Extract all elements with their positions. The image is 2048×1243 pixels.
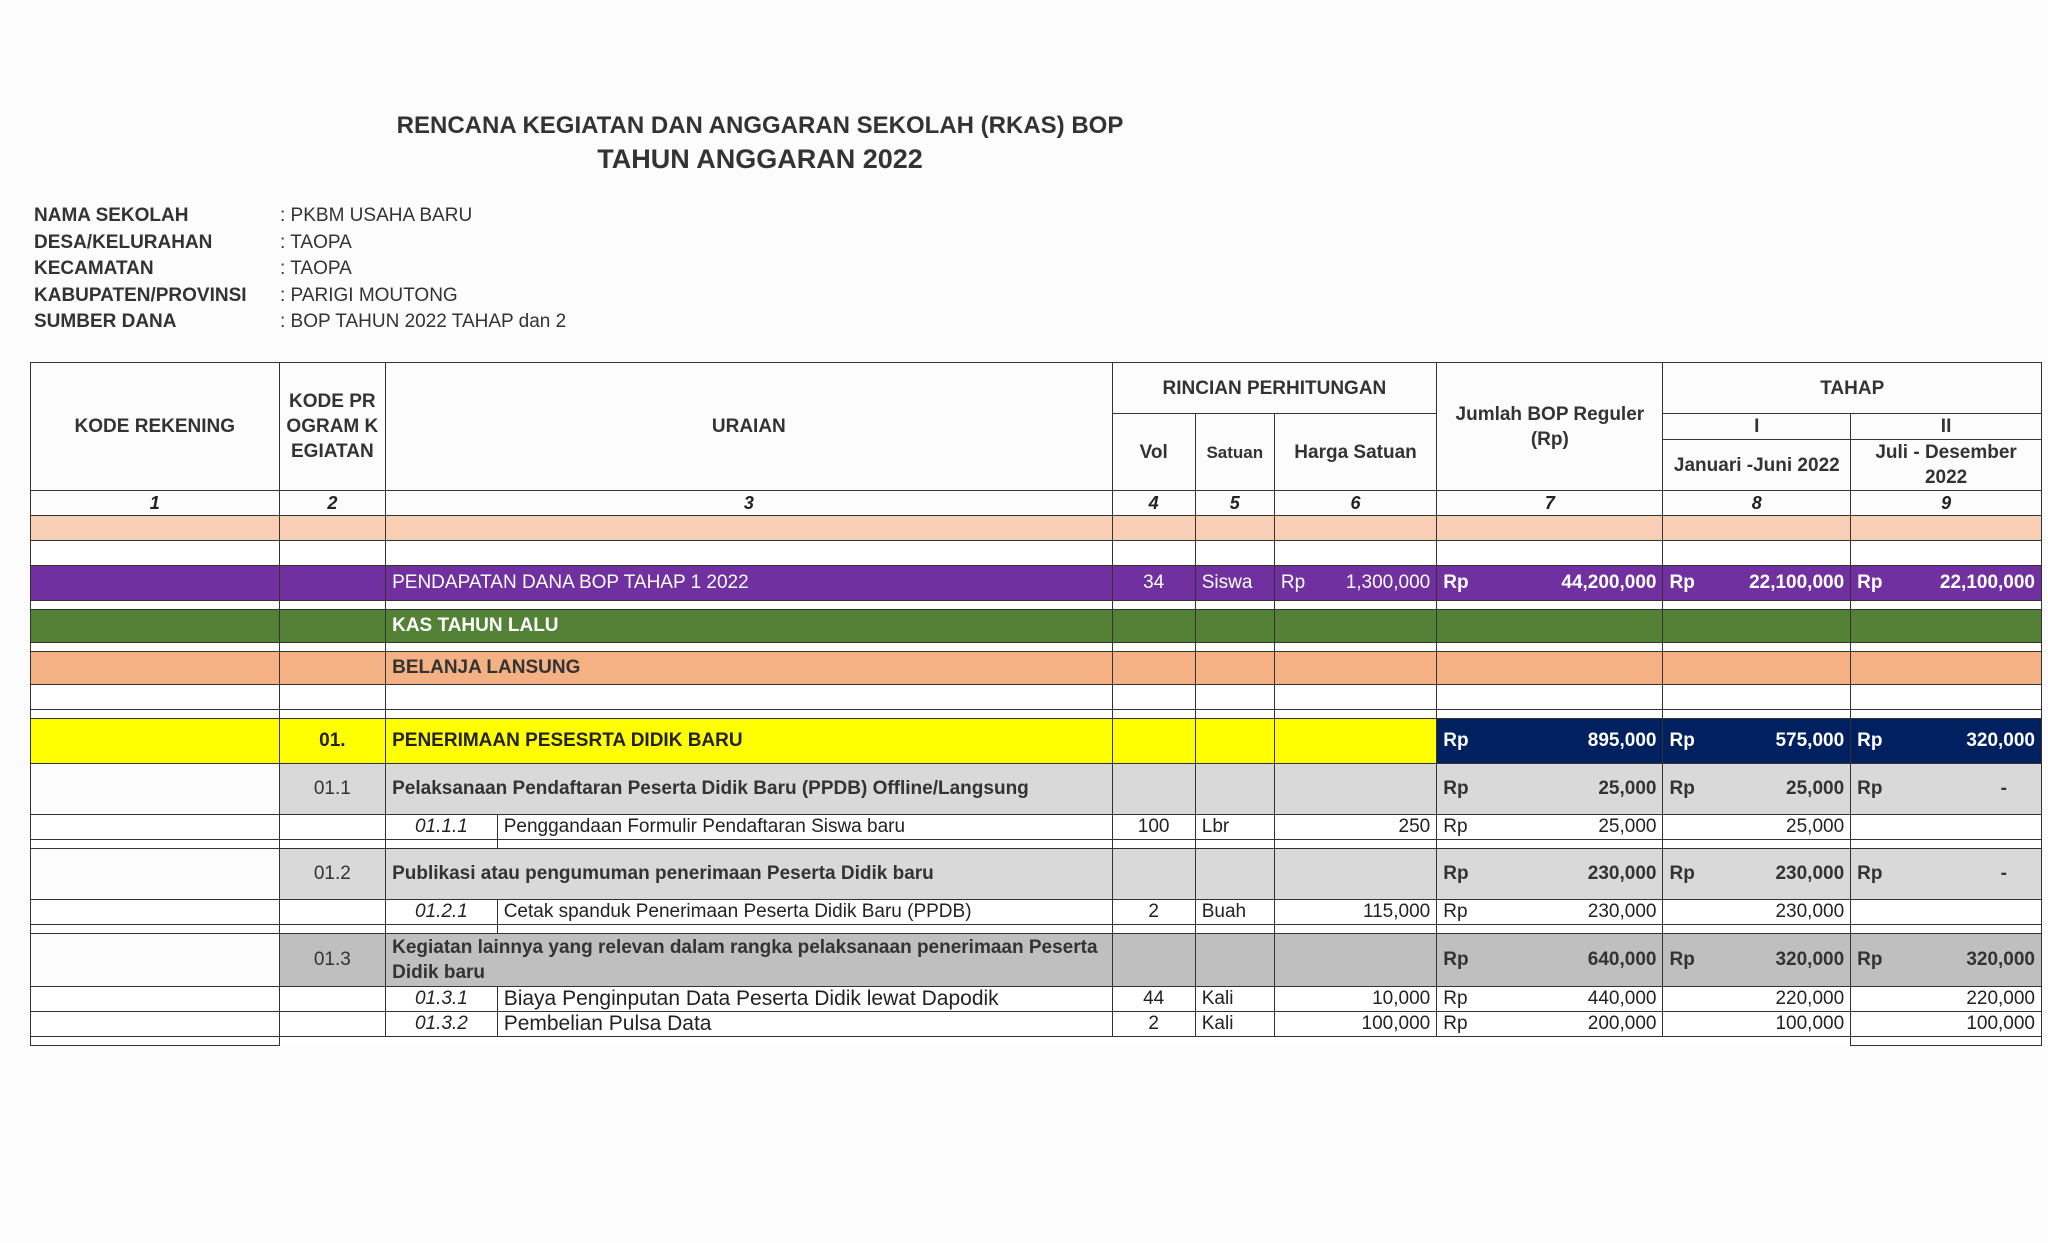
item-jumlah: 230,000 — [1587, 901, 1657, 922]
currency-label: Rp — [1443, 816, 1468, 837]
item-tahap1: 100,000 — [1663, 1012, 1851, 1037]
currency-label: Rp — [1857, 778, 1883, 799]
currency-label: Rp — [1443, 988, 1468, 1009]
subprogram-tahap1: 230,000 — [1775, 863, 1845, 884]
header-uraian: URAIAN — [386, 363, 1112, 491]
info-value: : PKBM USAHA BARU — [280, 205, 473, 226]
currency-label: Rp — [1857, 863, 1883, 884]
info-row — [34, 205, 566, 232]
info-label: SUMBER DANA — [34, 311, 177, 333]
item-vol: 100 — [1112, 815, 1195, 840]
item-satuan: Kali — [1195, 1012, 1274, 1037]
item-tahap1: 230,000 — [1663, 900, 1851, 925]
column-number: 3 — [386, 491, 1112, 516]
item-tahap1: 25,000 — [1663, 815, 1851, 840]
info-label: KECAMATAN — [34, 258, 154, 280]
item-kode: 01.1.1 — [386, 815, 498, 840]
item-satuan: Kali — [1195, 987, 1274, 1012]
item-tahap2: 100,000 — [1851, 1012, 2042, 1037]
currency-label: Rp — [1857, 730, 1883, 751]
column-number: 7 — [1437, 491, 1663, 516]
header-vol: Vol — [1112, 414, 1195, 491]
header-periode-i: Januari -Juni 2022 — [1663, 440, 1851, 491]
pendapatan-harga: 1,300,000 — [1345, 572, 1431, 593]
subprogram-tahap1: 25,000 — [1786, 778, 1845, 799]
item-jumlah: 200,000 — [1587, 1013, 1657, 1034]
info-row — [34, 311, 566, 338]
currency-label: Rp — [1443, 949, 1469, 970]
header-kode-rekening: KODE REKENING — [31, 363, 280, 491]
info-value: : TAOPA — [280, 231, 352, 253]
header-tahap-ii: II — [1851, 414, 2042, 440]
subprogram-tahap1: 320,000 — [1775, 949, 1845, 970]
subprogram-kode: 01.1 — [279, 764, 386, 815]
column-number: 5 — [1195, 491, 1274, 516]
kas-row — [31, 610, 2042, 643]
currency-label: Rp — [1443, 863, 1469, 884]
item-row — [31, 900, 2042, 925]
info-row — [34, 285, 566, 312]
subprogram-row — [31, 849, 2042, 900]
subprogram-tahap2: 320,000 — [1966, 949, 2035, 970]
item-satuan: Lbr — [1195, 815, 1274, 840]
item-harga: 100,000 — [1274, 1012, 1436, 1037]
subprogram-tahap2: - — [2000, 778, 2007, 799]
header-periode-ii: Juli - Desember 2022 — [1851, 440, 2042, 491]
empty-row — [31, 685, 2042, 710]
pendapatan-tahap1: 22,100,000 — [1749, 572, 1845, 593]
item-tahap1: 220,000 — [1663, 987, 1851, 1012]
header-harga-satuan: Harga Satuan — [1274, 414, 1436, 491]
header-tahap: TAHAP — [1663, 363, 2042, 414]
item-kode: 01.2.1 — [386, 900, 498, 925]
spacer-row — [31, 643, 2042, 652]
header-kode-program: KODE PROGRAM KEGIATAN — [279, 363, 386, 491]
item-harga: 115,000 — [1274, 900, 1436, 925]
item-row — [31, 987, 2042, 1012]
item-vol: 44 — [1112, 987, 1195, 1012]
subprogram-label: Pelaksanaan Pendaftaran Peserta Didik Baru (PPDB) Offline/Langsung — [386, 764, 1112, 815]
item-kode: 01.3.2 — [386, 1012, 498, 1037]
document-title: RENCANA KEGIATAN DAN ANGGARAN SEKOLAH (RKAS) BOP — [396, 112, 1124, 139]
spacer-row — [31, 710, 2042, 719]
school-info — [34, 205, 566, 338]
subprogram-jumlah: 25,000 — [1598, 778, 1657, 799]
program-label: PENERIMAAN PESESRTA DIDIK BARU — [386, 719, 1112, 764]
info-label: KABUPATEN/PROVINSI — [34, 284, 247, 306]
pendapatan-vol: 34 — [1112, 566, 1195, 601]
subprogram-row — [31, 764, 2042, 815]
pendapatan-tahap2: 22,100,000 — [1939, 572, 2035, 593]
empty-row — [31, 541, 2042, 566]
currency-label: Rp — [1443, 901, 1468, 922]
currency-label: Rp — [1669, 730, 1695, 751]
belanja-row — [31, 652, 2042, 685]
column-number: 9 — [1851, 491, 2042, 516]
item-harga: 250 — [1274, 815, 1436, 840]
currency-label: Rp — [1669, 863, 1695, 884]
program-jumlah: 895,000 — [1587, 730, 1657, 751]
column-number: 1 — [31, 491, 280, 516]
subprogram-label: Kegiatan lainnya yang relevan dalam rangka pelaksanaan penerimaan Peserta Didik baru — [386, 934, 1112, 987]
empty-row — [31, 516, 2042, 541]
pendapatan-row — [31, 566, 2042, 601]
rkas-table — [30, 362, 2042, 1046]
column-number: 8 — [1663, 491, 1851, 516]
info-row — [34, 232, 566, 259]
column-number-row — [31, 491, 2042, 516]
subprogram-jumlah: 230,000 — [1587, 863, 1657, 884]
program-tahap2: 320,000 — [1966, 730, 2035, 751]
info-value: : BOP TAHUN 2022 TAHAP dan 2 — [280, 311, 567, 333]
document-subtitle: TAHUN ANGGARAN 2022 — [597, 144, 923, 174]
currency-label: Rp — [1669, 949, 1695, 970]
currency-label: Rp — [1443, 1013, 1468, 1034]
item-satuan: Buah — [1195, 900, 1274, 925]
program-tahap1: 575,000 — [1775, 730, 1845, 751]
currency-label: Rp — [1443, 572, 1469, 593]
item-jumlah: 25,000 — [1598, 816, 1657, 837]
program-row — [31, 719, 2042, 764]
subprogram-tahap2: - — [2000, 863, 2007, 884]
kas-label: KAS TAHUN LALU — [386, 610, 1112, 643]
header-tahap-i: I — [1663, 414, 1851, 440]
item-label: Cetak spanduk Penerimaan Peserta Didik Baru (PPDB) — [497, 900, 1112, 925]
currency-label: Rp — [1443, 778, 1469, 799]
item-label: Biaya Penginputan Data Peserta Didik lewat Dapodik — [497, 987, 1112, 1012]
currency-label: Rp — [1443, 730, 1469, 751]
program-kode: 01. — [279, 719, 386, 764]
pendapatan-label: PENDAPATAN DANA BOP TAHAP 1 2022 — [386, 566, 1112, 601]
currency-label: Rp — [1857, 949, 1883, 970]
column-number: 6 — [1274, 491, 1436, 516]
item-vol: 2 — [1112, 900, 1195, 925]
subprogram-label: Publikasi atau pengumuman penerimaan Peserta Didik baru — [386, 849, 1112, 900]
item-tahap2 — [1851, 900, 2042, 925]
item-label: Penggandaan Formulir Pendaftaran Siswa baru — [497, 815, 1112, 840]
header-row — [31, 363, 2042, 414]
spacer-row — [31, 601, 2042, 610]
subprogram-row — [31, 934, 2042, 987]
info-value: : PARIGI MOUTONG — [280, 284, 458, 306]
subprogram-kode: 01.3 — [279, 934, 386, 987]
pendapatan-satuan: Siswa — [1195, 566, 1274, 601]
column-number: 2 — [279, 491, 386, 516]
item-label: Pembelian Pulsa Data — [497, 1012, 1112, 1037]
item-kode: 01.3.1 — [386, 987, 498, 1012]
column-number: 4 — [1112, 491, 1195, 516]
subprogram-jumlah: 640,000 — [1587, 949, 1657, 970]
item-jumlah: 440,000 — [1587, 988, 1657, 1009]
item-tahap2: 220,000 — [1851, 987, 2042, 1012]
pendapatan-jumlah: 44,200,000 — [1561, 572, 1657, 593]
info-label: NAMA SEKOLAH — [34, 205, 189, 226]
spacer-row — [31, 925, 2042, 934]
spacer-row — [31, 840, 2042, 849]
header-rincian: RINCIAN PERHITUNGAN — [1112, 363, 1437, 414]
info-row — [34, 258, 566, 285]
belanja-label: BELANJA LANSUNG — [386, 652, 1112, 685]
currency-label: Rp — [1857, 572, 1883, 593]
item-harga: 10,000 — [1274, 987, 1436, 1012]
item-tahap2 — [1851, 815, 2042, 840]
item-row — [31, 1012, 2042, 1037]
item-row — [31, 815, 2042, 840]
item-vol: 2 — [1112, 1012, 1195, 1037]
info-value: : TAOPA — [280, 258, 352, 280]
header-satuan: Satuan — [1195, 414, 1274, 491]
spacer-row — [31, 1037, 2042, 1046]
header-jumlah: Jumlah BOP Reguler (Rp) — [1437, 363, 1663, 491]
currency-label: Rp — [1669, 778, 1695, 799]
info-label: DESA/KELURAHAN — [34, 231, 213, 253]
currency-label: Rp — [1280, 572, 1306, 593]
currency-label: Rp — [1669, 572, 1695, 593]
subprogram-kode: 01.2 — [279, 849, 386, 900]
